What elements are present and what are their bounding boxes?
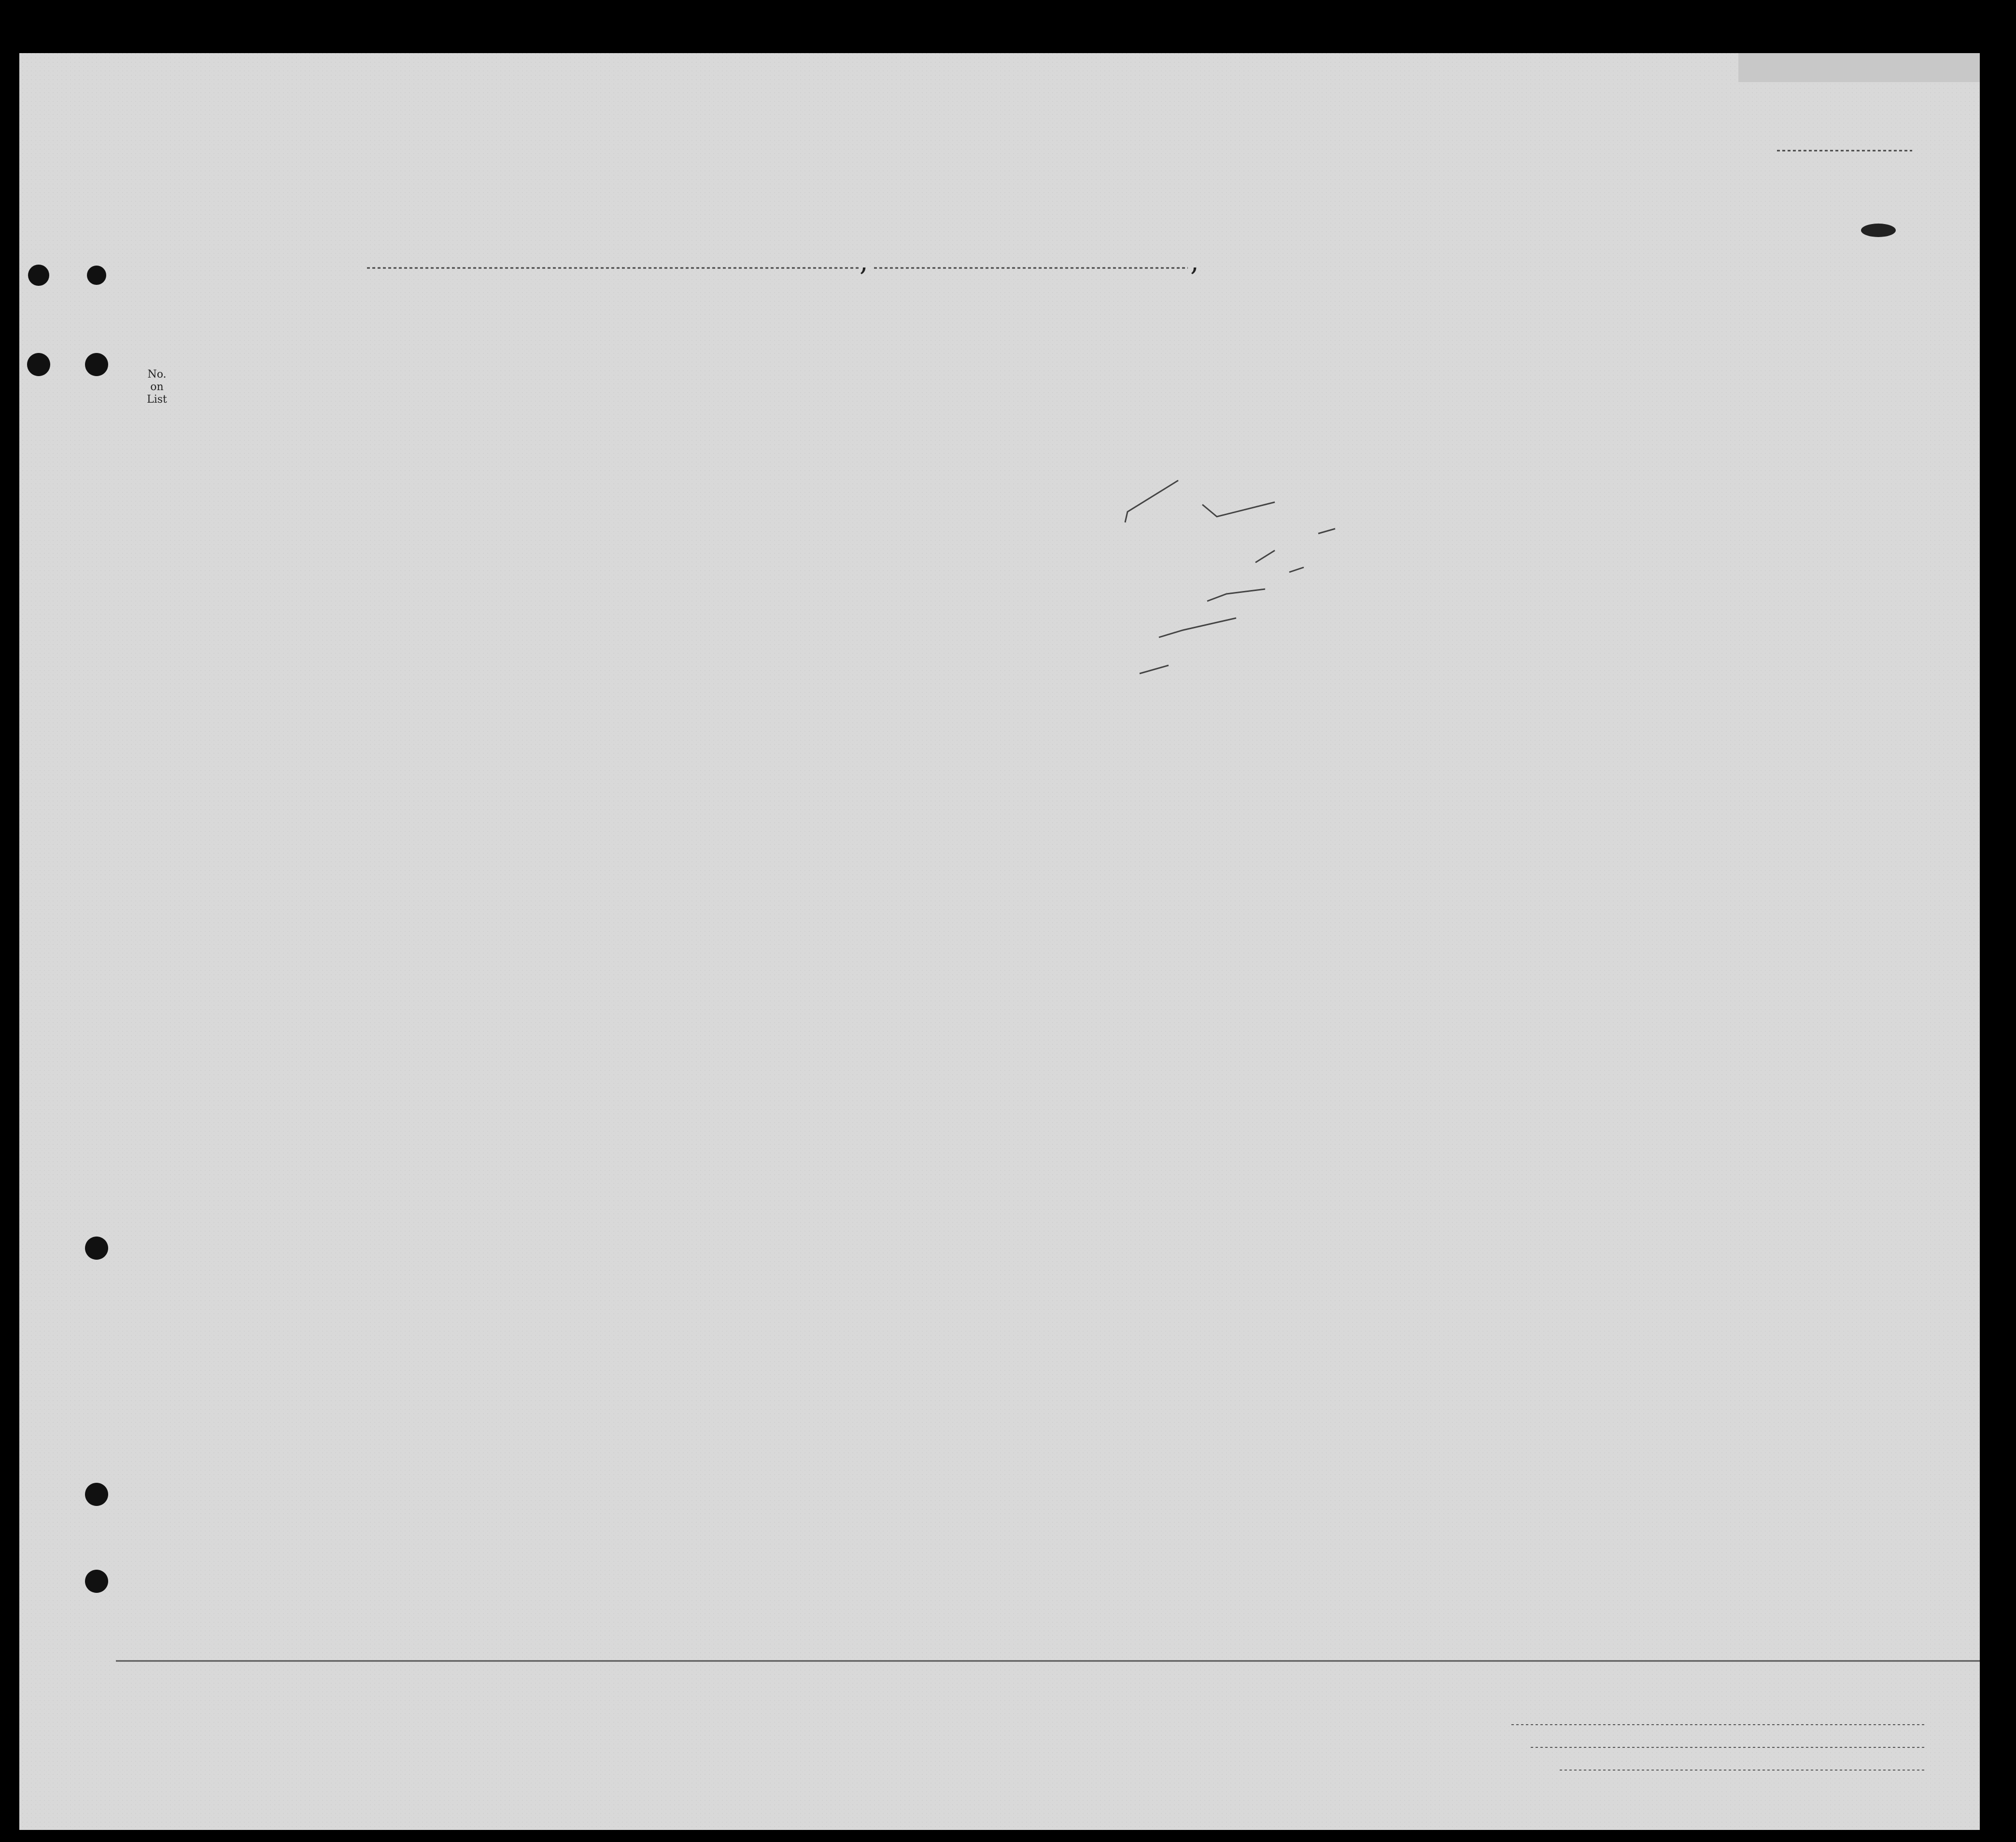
binder-hole	[27, 353, 50, 376]
binder-hole	[85, 1483, 108, 1506]
binder-hole	[85, 353, 108, 376]
header-col17	[183, 355, 425, 427]
binder-hole	[85, 1237, 108, 1260]
svg-text:,: ,	[1190, 246, 1199, 277]
svg-text:,: ,	[860, 246, 868, 277]
ink-blot	[1861, 224, 1896, 237]
paper-fold	[1738, 53, 1980, 82]
header-no-on-list: No. on List	[147, 368, 167, 406]
binder-hole	[28, 265, 49, 286]
binder-hole	[87, 266, 106, 285]
binder-hole	[85, 1570, 108, 1593]
paper-texture	[19, 53, 1980, 1830]
